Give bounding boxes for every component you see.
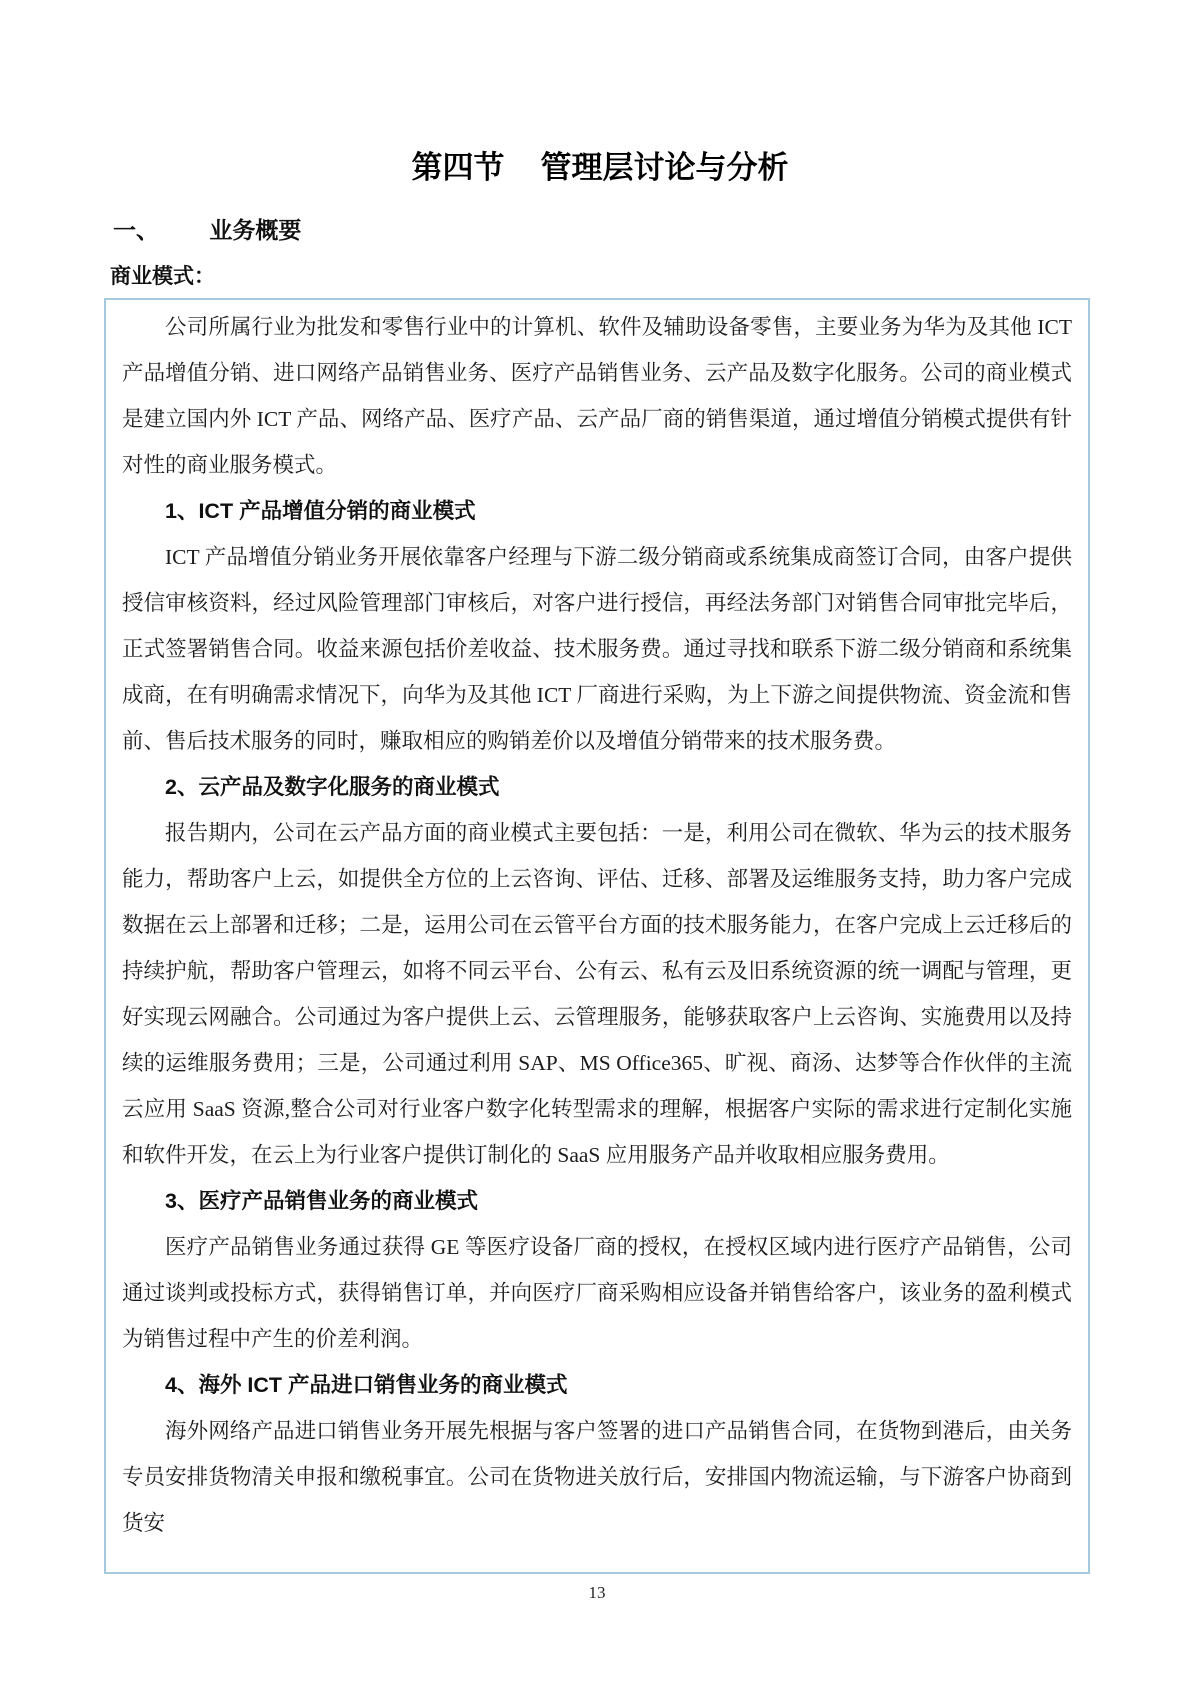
section-2-heading: 2、云产品及数字化服务的商业模式 [165,775,500,800]
section-4-heading: 4、海外 ICT 产品进口销售业务的商业模式 [165,1373,568,1398]
section-label: 第四节 [411,150,505,185]
business-model-box [104,298,1090,1574]
overview-heading-title: 业务概要 [209,217,302,244]
page-number: 13 [588,1583,606,1603]
section-3-body: 医疗产品销售业务通过获得 GE 等医疗设备厂商的授权，在授权区域内进行医疗产品销售，公司通过谈判或投标方式，获得销售订单，并向医疗厂商采购相应设备并销售给客户，该业务的盈利模式为销售过程中产生的价差利润。 [122,1235,1072,1352]
section-1-heading: 1、ICT 产品增值分销的商业模式 [165,499,476,524]
section-3-heading: 3、医疗产品销售业务的商业模式 [165,1189,478,1214]
page-title [0,0,1200,188]
section-1-body: ICT 产品增值分销业务开展依靠客户经理与下游二级分销商或系统集成商签订合同，由客户提供授信审核资料，经过风险管理部门审核后，对客户进行授信，再经法务部门对销售合同审批完毕后，正式签署销售合同。收益来源包括价差收益、技术服务费。通过寻找和联系下游二级分销商和系统集成商，在有明确需求情况下，向华为及其他 ICT 厂商进行采购，为上下游之间提供物流、资金流和售前、售后技术服务的同时，赚取相应的购销差价以及增值分销带来的技术服务费。 [122,545,1072,754]
overview-heading-number: 一、 [113,217,159,244]
business-model-label: 商业模式： [110,265,215,289]
section-2-body: 报告期内，公司在云产品方面的商业模式主要包括：一是，利用公司在微软、华为云的技术服务能力，帮助客户上云，如提供全方位的上云咨询、评估、迁移、部署及运维服务支持，助力客户完成数据在云上部署和迁移；二是，运用公司在云管平台方面的技术服务能力，在客户完成上云迁移后的持续护航，帮助客户管理云，如将不同云平台、公有云、私有云及旧系统资源的统一调配与管理，更好实现云网融合。公司通过为客户提供上云、云管理服务，能够获取客户上云咨询、实施费用以及持续的运维服务费用；三是，公司通过利用 SAP、MS Office365、旷视、商汤、达梦等合作伙伴的主流云应用 SaaS 资源,整合公司对行业客户数字化转型需求的理解，根据客户实际的需求进行定制化实施和软件开发，在云上为行业客户提供订制化的 SaaS 应用服务产品并收取相应服务费用。 [122,821,1072,1168]
section-4-body: 海外网络产品进口销售业务开展先根据与客户签署的进口产品销售合同，在货物到港后，由关务专员安排货物清关申报和缴税事宜。公司在货物进关放行后，安排国内物流运输，与下游客户协商到货安 [122,1419,1072,1536]
overview-heading [113,212,1200,245]
intro-paragraph: 公司所属行业为批发和零售行业中的计算机、软件及辅助设备零售，主要业务为华为及其他 ICT 产品增值分销、进口网络产品销售业务、医疗产品销售业务、云产品及数字化服务。公司的商业模式是建立国内外 ICT 产品、网络产品、医疗产品、云产品厂商的销售渠道，通过增值分销模式提供有针对性的商业服务模式。 [122,315,1072,478]
section-title-text: 管理层讨论与分析 [540,150,789,185]
